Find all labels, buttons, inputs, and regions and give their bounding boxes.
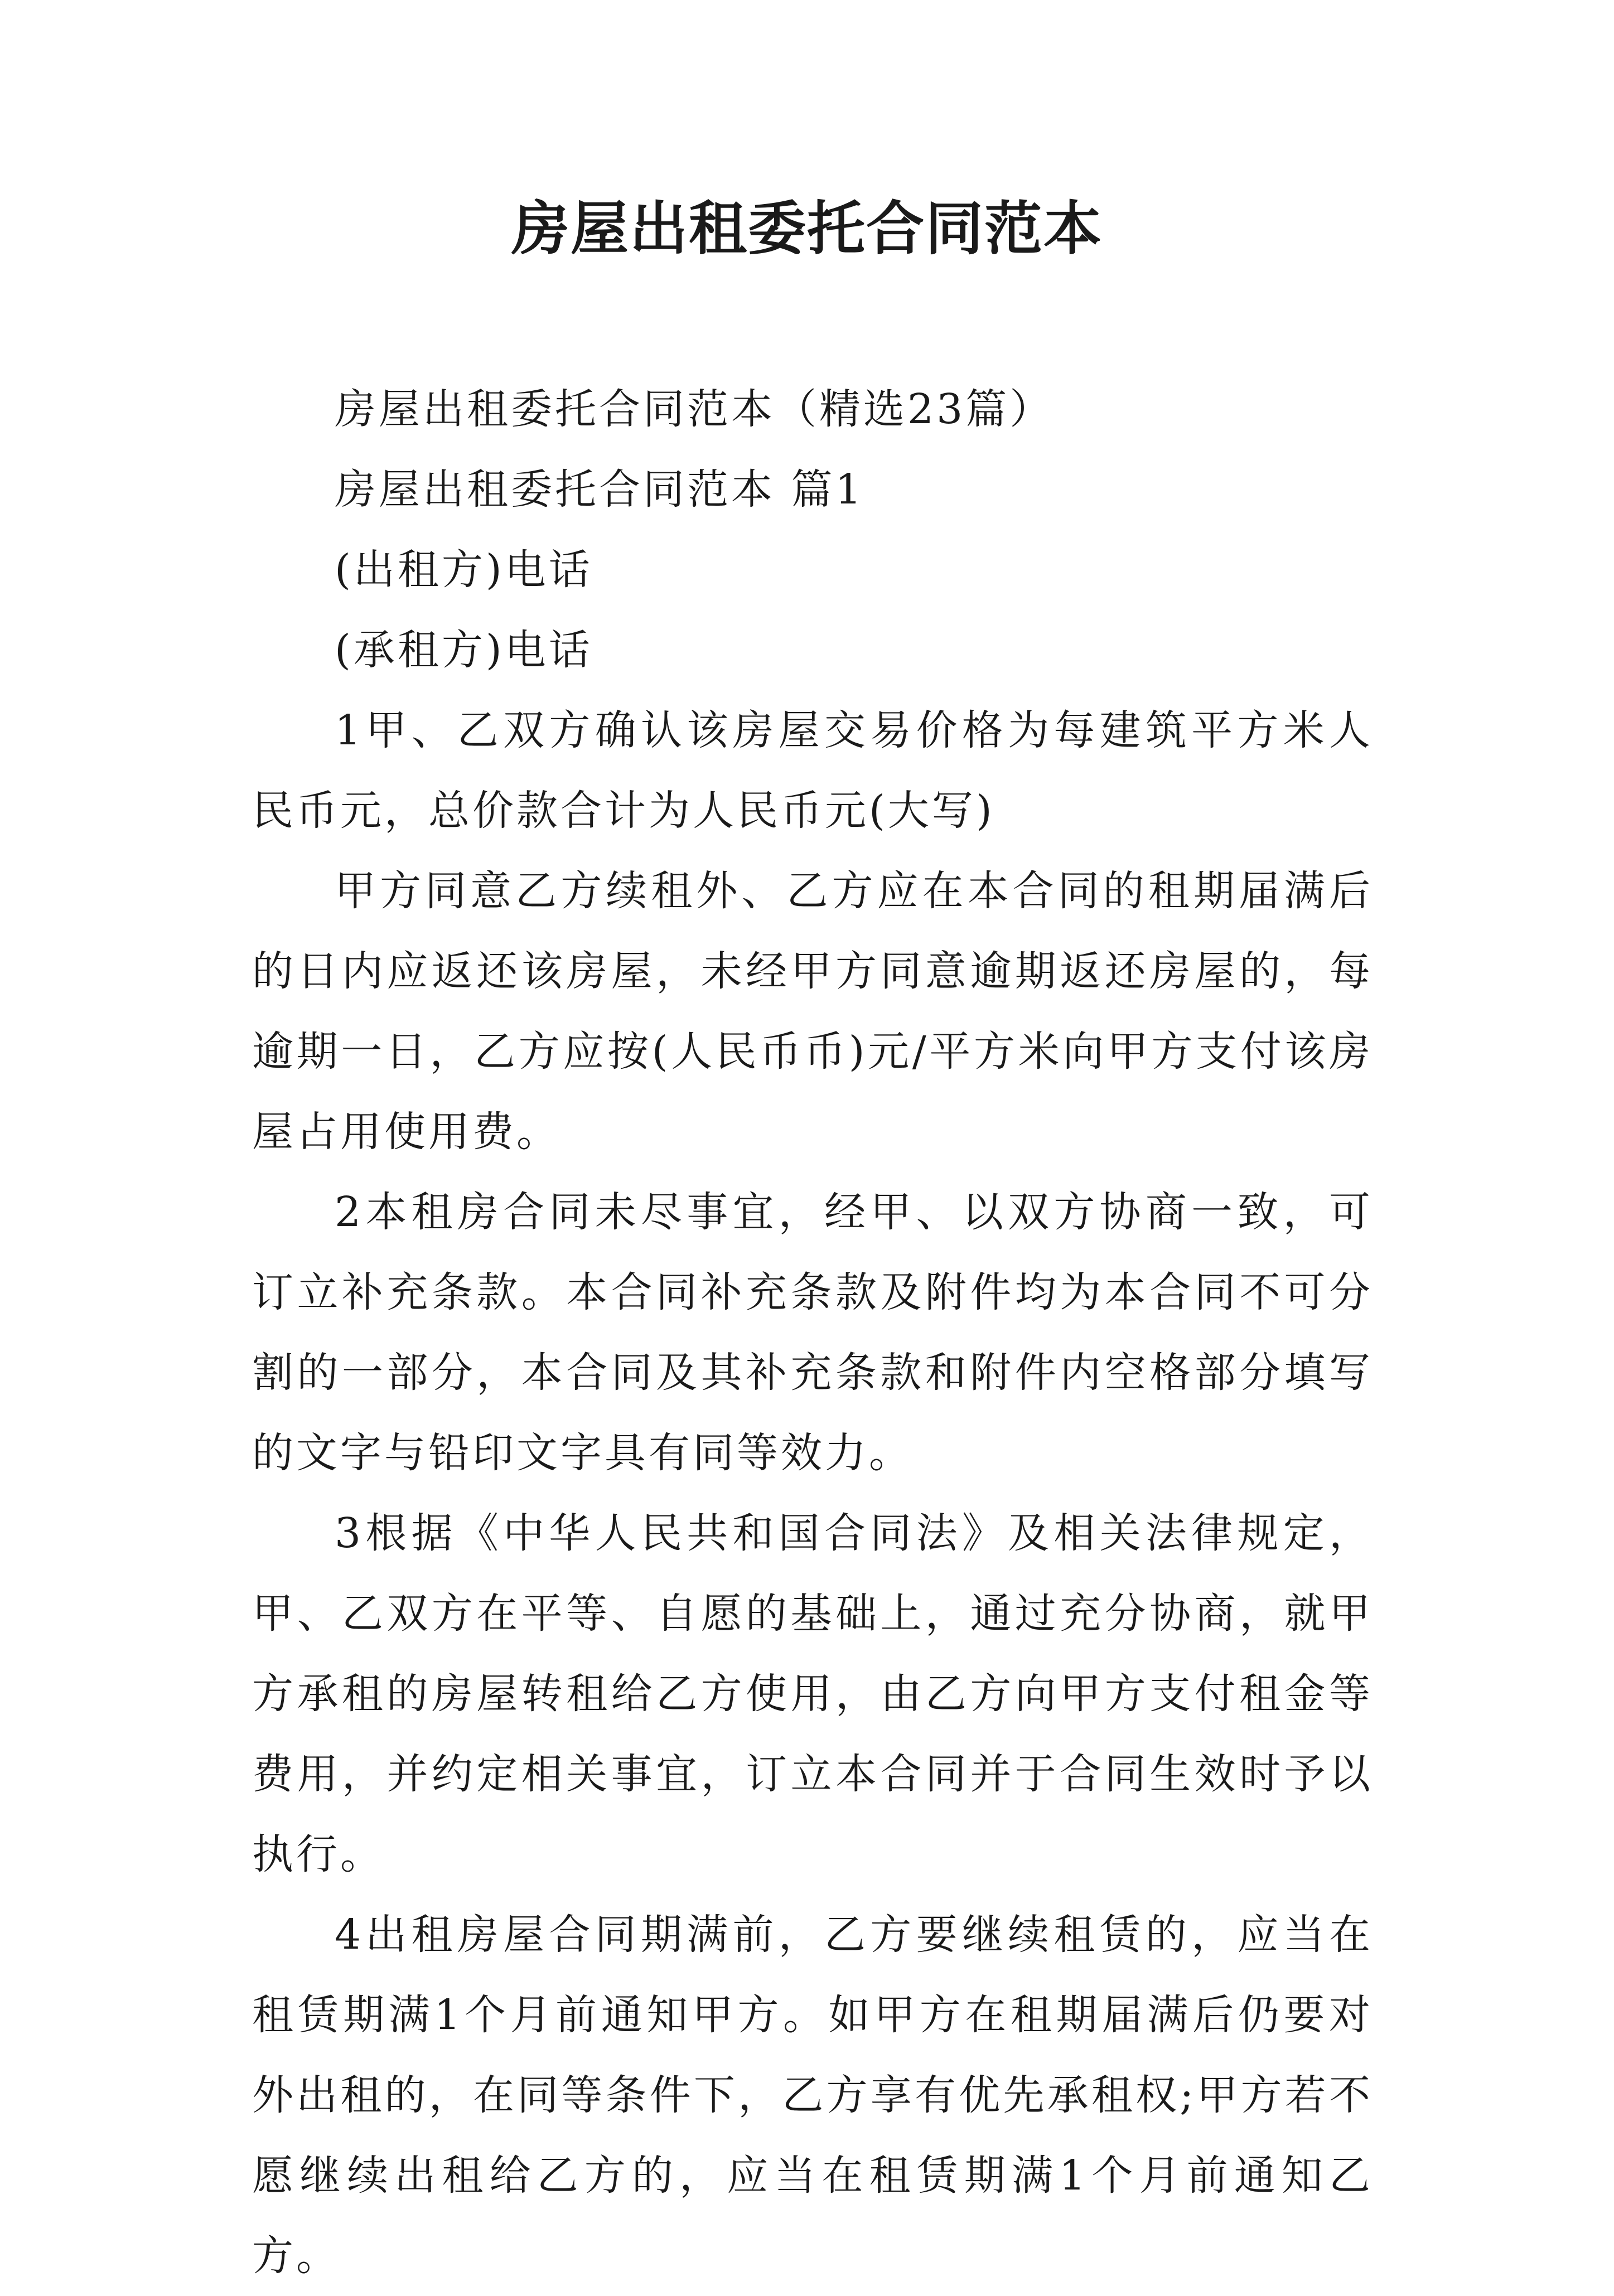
section-heading: 房屋出租委托合同范本 篇1 — [335, 466, 864, 514]
subtitle-paragraph: 房屋出租委托合同范本（精选23篇） — [335, 385, 1054, 433]
clause-4: 4出租房屋合同期满前，乙方要继续租赁的，应当在租赁期满1个月前通知甲方。如甲方在租期届满后仍要对外出租的，在同等条件下，乙方享有优先承租权;甲方若不愿继续出租给乙方的，应当在租赁期满1个月前通知乙方。 — [252, 1911, 1373, 2280]
lessee-line: (承租方)电话 — [335, 626, 593, 674]
clause-return: 甲方同意乙方续租外、乙方应在本合同的租期届满后的日内应返还该房屋，未经甲方同意逾期返还房屋的，每逾期一日，乙方应按(人民币币)元/平方米向甲方支付该房屋占用使用费。 — [252, 867, 1373, 1156]
clause-1: 1甲、乙双方确认该房屋交易价格为每建筑平方米人民币元，总价款合计为人民币元(大写) — [252, 706, 1373, 835]
clause-3: 3根据《中华人民共和国合同法》及相关法律规定，甲、乙双方在平等、自愿的基础上，通过充分协商，就甲方承租的房屋转租给乙方使用，由乙方向甲方支付租金等费用，并约定相关事宜，订立本合同并于合同生效时予以执行。 — [252, 1509, 1373, 1878]
lessor-line: (出租方)电话 — [335, 546, 593, 594]
document-title: 房屋出租委托合同范本 — [511, 194, 1103, 263]
clause-2: 2本租房合同未尽事宜，经甲、以双方协商一致，可订立补充条款。本合同补充条款及附件均为本合同不可分割的一部分，本合同及其补充条款和附件内空格部分填写的文字与铅印文字具有同等效力。 — [252, 1188, 1373, 1477]
document-body — [252, 369, 1373, 2296]
